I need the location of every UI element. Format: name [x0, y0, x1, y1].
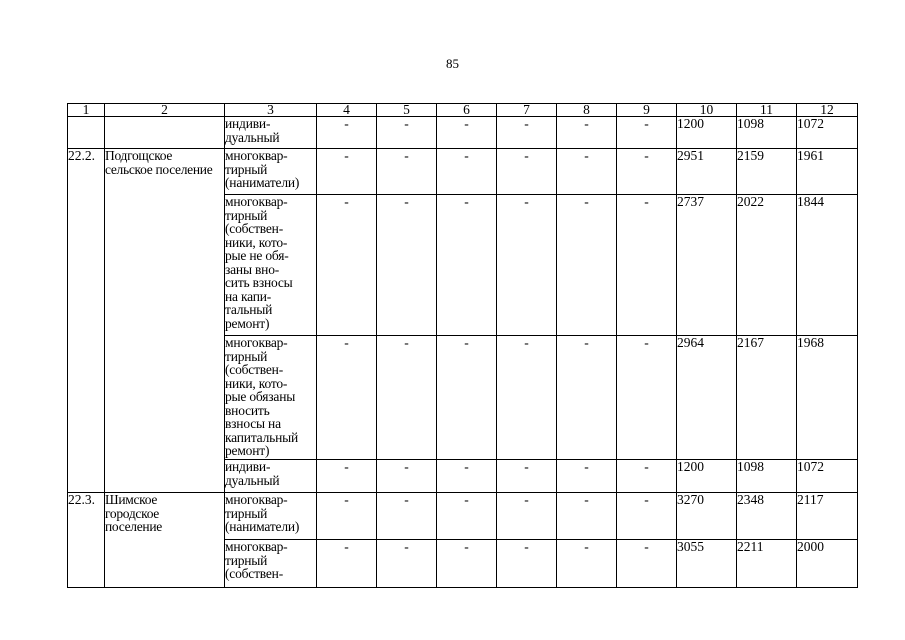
- tariff-table: [67, 103, 858, 588]
- cell-col-9: -: [617, 336, 677, 460]
- cell-col-6: -: [437, 149, 497, 195]
- cell-col-10: 1200: [677, 460, 737, 493]
- cell-col-12: 2000: [797, 540, 858, 588]
- cell-col-4: -: [317, 493, 377, 540]
- cell-col-8: -: [557, 540, 617, 588]
- cell-col-11: 2167: [737, 336, 797, 460]
- cell-col-5: -: [377, 493, 437, 540]
- cell-col-7: -: [497, 336, 557, 460]
- cell-col-4: -: [317, 149, 377, 195]
- settlement-name: [105, 117, 225, 149]
- col-header-12: 12: [797, 104, 858, 117]
- cell-col-12: 1961: [797, 149, 858, 195]
- cell-col-9: -: [617, 117, 677, 149]
- cell-col-7: -: [497, 117, 557, 149]
- cell-col-6: -: [437, 195, 497, 336]
- cell-col-9: -: [617, 195, 677, 336]
- cell-col-7: -: [497, 149, 557, 195]
- table-row: [68, 117, 858, 149]
- cell-col-5: -: [377, 117, 437, 149]
- cell-col-5: -: [377, 540, 437, 588]
- cell-col-9: -: [617, 540, 677, 588]
- section-number: [68, 117, 105, 149]
- housing-type: индиви- дуальный: [225, 117, 317, 149]
- cell-col-11: 2159: [737, 149, 797, 195]
- cell-col-8: -: [557, 493, 617, 540]
- cell-col-5: -: [377, 195, 437, 336]
- cell-col-11: 2211: [737, 540, 797, 588]
- settlement-name: Шимское городское поселение: [105, 493, 225, 588]
- table-body: [68, 117, 858, 588]
- col-header-9: 9: [617, 104, 677, 117]
- cell-col-11: 2348: [737, 493, 797, 540]
- col-header-4: 4: [317, 104, 377, 117]
- housing-type: многоквар- тирный (собствен- ники, кото- рые обязаны вносить взносы на капитальный ремонт): [225, 336, 317, 460]
- cell-col-9: -: [617, 460, 677, 493]
- cell-col-8: -: [557, 195, 617, 336]
- col-header-1: 1: [68, 104, 105, 117]
- col-header-5: 5: [377, 104, 437, 117]
- section-number: 22.3.: [68, 493, 105, 588]
- cell-col-11: 2022: [737, 195, 797, 336]
- settlement-name: Подгощское сельское поселение: [105, 149, 225, 493]
- cell-col-12: 2117: [797, 493, 858, 540]
- cell-col-11: 1098: [737, 117, 797, 149]
- col-header-2: 2: [105, 104, 225, 117]
- cell-col-4: -: [317, 460, 377, 493]
- cell-col-6: -: [437, 460, 497, 493]
- col-header-10: 10: [677, 104, 737, 117]
- section-number: 22.2.: [68, 149, 105, 493]
- cell-col-10: 2951: [677, 149, 737, 195]
- cell-col-8: -: [557, 149, 617, 195]
- cell-col-10: 2737: [677, 195, 737, 336]
- col-header-6: 6: [437, 104, 497, 117]
- table-row: [68, 149, 858, 195]
- col-header-11: 11: [737, 104, 797, 117]
- cell-col-4: -: [317, 336, 377, 460]
- cell-col-5: -: [377, 336, 437, 460]
- cell-col-7: -: [497, 493, 557, 540]
- cell-col-7: -: [497, 460, 557, 493]
- cell-col-6: -: [437, 493, 497, 540]
- col-header-8: 8: [557, 104, 617, 117]
- cell-col-10: 3055: [677, 540, 737, 588]
- cell-col-12: 1072: [797, 117, 858, 149]
- housing-type: многоквар- тирный (собствен-: [225, 540, 317, 588]
- cell-col-4: -: [317, 540, 377, 588]
- cell-col-12: 1968: [797, 336, 858, 460]
- col-header-3: 3: [225, 104, 317, 117]
- cell-col-12: 1844: [797, 195, 858, 336]
- column-number-row: [68, 104, 858, 117]
- cell-col-7: -: [497, 195, 557, 336]
- cell-col-10: 1200: [677, 117, 737, 149]
- page-number: 85: [446, 56, 459, 71]
- cell-col-7: -: [497, 540, 557, 588]
- table-row: [68, 493, 858, 540]
- cell-col-5: -: [377, 149, 437, 195]
- cell-col-5: -: [377, 460, 437, 493]
- cell-col-6: -: [437, 540, 497, 588]
- cell-col-4: -: [317, 117, 377, 149]
- cell-col-10: 3270: [677, 493, 737, 540]
- cell-col-8: -: [557, 117, 617, 149]
- housing-type: индиви- дуальный: [225, 460, 317, 493]
- cell-col-8: -: [557, 460, 617, 493]
- cell-col-4: -: [317, 195, 377, 336]
- housing-type: многоквар- тирный (наниматели): [225, 493, 317, 540]
- cell-col-9: -: [617, 149, 677, 195]
- cell-col-12: 1072: [797, 460, 858, 493]
- cell-col-8: -: [557, 336, 617, 460]
- cell-col-6: -: [437, 117, 497, 149]
- col-header-7: 7: [497, 104, 557, 117]
- housing-type: многоквар- тирный (собствен- ники, кото- рые не обя- заны вно- сить взносы на капи- тальный ремонт): [225, 195, 317, 336]
- cell-col-10: 2964: [677, 336, 737, 460]
- cell-col-6: -: [437, 336, 497, 460]
- cell-col-9: -: [617, 493, 677, 540]
- cell-col-11: 1098: [737, 460, 797, 493]
- housing-type: многоквар- тирный (наниматели): [225, 149, 317, 195]
